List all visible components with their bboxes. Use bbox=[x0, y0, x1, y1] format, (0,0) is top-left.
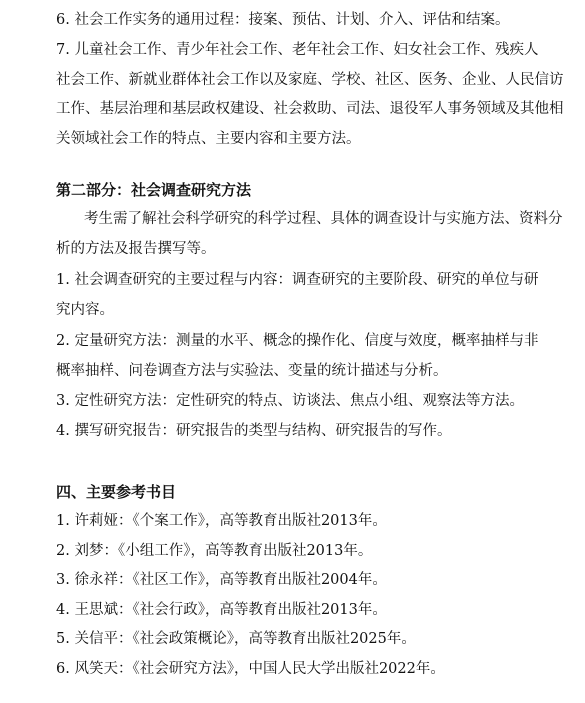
reference-item: 4. 王思斌：《社会行政》，高等教育出版社2013年。 bbox=[56, 601, 387, 618]
part2-heading: 第二部分：社会调查研究方法 bbox=[56, 181, 252, 199]
reference-item: 2. 刘梦：《小组工作》，高等教育出版社2013年。 bbox=[56, 542, 373, 559]
references-heading: 四、主要参考书目 bbox=[56, 483, 177, 501]
reference-item: 1. 许莉娅：《个案工作》，高等教育出版社2013年。 bbox=[56, 513, 387, 529]
reference-list bbox=[56, 507, 556, 684]
part2-intro: 考生需了解社会科学研究的科学过程、具体的调查设计与实施方法、资料分 析的方法及报告撰写等。 bbox=[56, 211, 563, 257]
item-7-fields: 7. 儿童社会工作、青少年社会工作、老年社会工作、妇女社会工作、残疾人 社会工作、新就业群体社会工作以及家庭、学校、社区、医务、企业、人民信访 工作、基层治理和基层政权建设、社会救助、司法、退役军人事务领域及其他相 关领域社会工作的特点、主要内容和主要方法。 bbox=[56, 42, 564, 147]
item-6-practice-process: 6. 社会工作实务的通用过程：接案、预估、计划、介入、评估和结案。 bbox=[56, 12, 510, 28]
part2-item-3: 3. 定性研究方法：定性研究的特点、访谈法、焦点小组、观察法等方法。 bbox=[56, 393, 524, 409]
reference-item: 6. 风笑天：《社会研究方法》，中国人民大学出版社2022年。 bbox=[56, 660, 445, 677]
reference-item: 5. 关信平：《社会政策概论》，高等教育出版社2025年。 bbox=[56, 631, 416, 647]
part2-item-4: 4. 撰写研究报告：研究报告的类型与结构、研究报告的写作。 bbox=[56, 423, 452, 439]
part2-item-2: 2. 定量研究方法：测量的水平、概念的操作化、信度与效度，概率抽样与非 概率抽样、问卷调查方法与实验法、变量的统计描述与分析。 bbox=[56, 333, 539, 379]
part2-item-1: 1. 社会调查研究的主要过程与内容：调查研究的主要阶段、研究的单位与研 究内容。 bbox=[56, 272, 539, 318]
reference-item: 3. 徐永祥：《社区工作》，高等教育出版社2004年。 bbox=[56, 572, 387, 588]
